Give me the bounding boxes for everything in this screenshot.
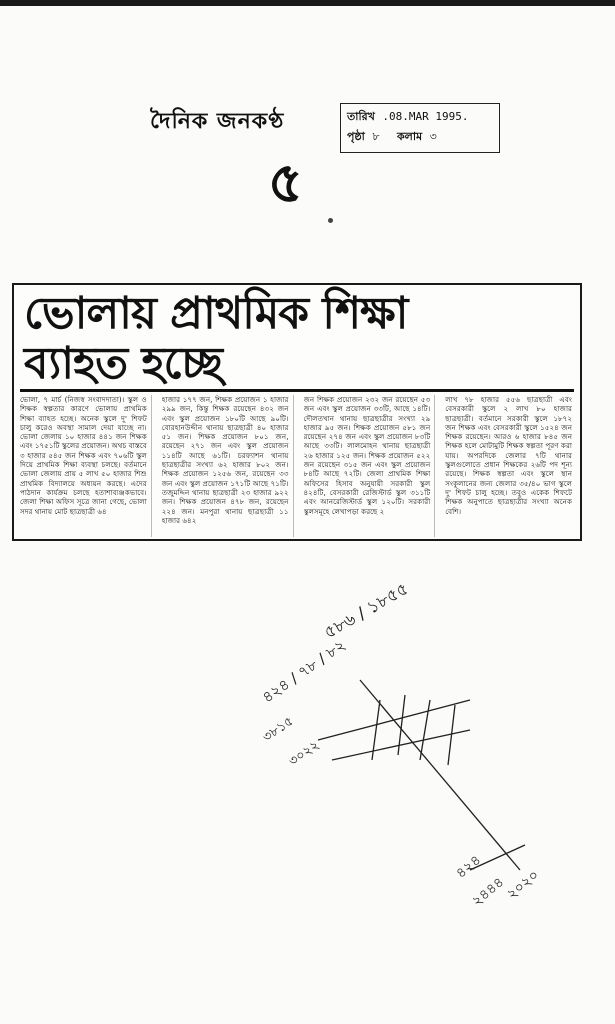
handwritten-note: ২৪৪৪ <box>469 874 508 910</box>
stamp-column-label: কলাম <box>396 130 423 143</box>
stamp-page-label: পৃষ্ঠা <box>347 130 365 143</box>
handwritten-note: ৫৮৬ / ১৮৫৫ <box>320 579 412 644</box>
stamp-date-value: .08.MAR 1995. <box>382 110 469 123</box>
stamp-column-value: ৩ <box>429 130 437 143</box>
headline-line-2: ব্যাহত হচ্ছে <box>24 338 222 389</box>
stamp-date-label: তারিখ <box>347 110 375 123</box>
scrawl-line <box>420 700 430 760</box>
article-column: লাখ ৭৮ হাজার ৫৫৬ ছাত্রছাত্রী এবং বেসরকারী স্কুলে ২ লাখ ৮০ হাজার ছাত্রছাত্রী। বর্তমানে সরকারী স্কুলে ১৮৭২ জন শিক্ষক এবং বেসরকারী স্কুলে ১৫২৪ জন শিক্ষক রয়েছেন। আরও ৬ হাজার ৮৪৫ জন শিক্ষক হলে মোটামুটি শিক্ষক স্বল্পতা পূরণ করা যায়। অপরদিকে জেলার ৭টি থানার স্কুলগুলোতে প্রধান শিক্ষকের ২৬টি পদ শূন্য রয়েছে। শিক্ষক স্বল্পতা এবং স্কুলে স্থান সংকুলানের জন্য জেলার ৩৫/৪০ ভাগ স্কুলে দু' শিফট চালু হচ্ছে। তবুও একেক শিফটে শিক্ষক অনুপাতে ছাত্রছাত্রীর সংখ্যা অনেক বেশি। <box>445 395 572 516</box>
stamp-page-value: ৮ <box>372 130 380 143</box>
article-column: জন শিক্ষক প্রয়োজন ২৩২ জন রয়েছেন ৫৩ জন এবং স্কুল প্রয়োজন ৩৩টি, আছে ১৪টি। দৌলতখান থানায় ছাত্রছাত্রীর সংখ্যা ২৯ হাজার ৯৫ জন। শিক্ষক প্রয়োজন ৫৮১ জন রয়েছেন ২৭৪ জন এবং স্কুল প্রয়োজন ৮৩টি আছে ৩৩টি। লালমোহন থানায় ছাত্রছাত্রী ২৬ হাজার ১২৫ জন। শিক্ষক প্রয়োজন ৫২২ জন রয়েছেন ৩১৫ জন এবং স্কুল প্রয়োজন ৮৪টি আছে ৭২টি। জেলা প্রাথমিক শিক্ষা অফিসের হিসাব অনুযায়ী সরকারী স্কুল ৪২৪টি, বেসরকারী রেজিস্টার্ড স্কুল ৩১১টি এবং আনরেজিস্টার্ড স্কুল ১২০টি। সরকারী স্কুলসমূহে লেখাপড়া করছে ২ <box>304 395 436 537</box>
handwritten-note: ৩৮১৫ <box>260 713 297 746</box>
headline-line-1: ভোলায় প্রাথমিক শিক্ষা <box>24 288 408 339</box>
newspaper-masthead: দৈনিক জনকণ্ঠ <box>150 109 285 134</box>
handwritten-note: ২০২০ <box>504 867 543 903</box>
handwritten-note: ৪২৪ / ৭৮ / ৮২ <box>258 635 349 707</box>
scrawl-line <box>398 695 405 755</box>
handwritten-note: ৪২৪ <box>453 852 485 882</box>
article-column: হাজার ১৭৭ জন, শিক্ষক প্রয়োজন ১ হাজার ২৯৯ জন, কিন্তু শিক্ষক রয়েছেন ৪৩২ জন এবং স্কুল প্রয়োজন ১৮০টি আছে ৯০টি। বোরহানউদ্দীন থানায় ছাত্রছাত্রী ৪০ হাজার ৫১ জন। শিক্ষক প্রয়োজন ৮০১ জন, রয়েছেন ২৭১ জন এবং স্কুল প্রয়োজন ১১৪টি আছে ৬১টি। চরফ্যাশন থানায় ছাত্রছাত্রীর সংখ্যা ৬২ হাজার ৮০২ জন। শিক্ষক প্রয়োজন ১২৫৬ জন, রয়েছেন ৩৩ জন এবং স্কুল প্রয়োজন ১৭১টি আছে ৭১টি। তজুমদ্দিন থানায় ছাত্রছাত্রী ২৩ হাজার ৯২২ জন। শিক্ষক প্রয়োজন ৪৭৮ জন, রয়েছেন ২২৪ জন। মনপুরা থানায় ছাত্রছাত্রী ১১ হাজার ৬৪২ <box>162 395 294 537</box>
handwritten-note: ৩০২২ <box>286 737 323 770</box>
page-number-mark: ৫ <box>263 148 309 219</box>
article-column: ভোলা, ৭ মার্চ (নিজস্ব সংবাদদাতা)। স্কুল ও শিক্ষক স্বল্পতার কারণে ভোলায় প্রাথমিক শিক্ষা ব্যাহত হচ্ছে। অনেক স্কুলে দু' শিফট চালু করেও অবস্থা সামাল দেয়া যাচ্ছে না। ভোলা জেলায় ১০ হাজার ৪৪১ জন শিক্ষক এবং ১৭৫১টি স্কুলের প্রয়োজন। অথচ বাস্তবে ৩ হাজার ৫৪৫ জন শিক্ষক এবং ৭০৬টি স্কুল দিয়ে প্রাথমিক শিক্ষা ব্যবস্থা চলছে। বর্তমানে ভোলা জেলায় প্রায় ৫ লাখ ৫০ হাজার শিশু প্রাথমিক বিদ্যালয়ে অধ্যয়ন করছে। এদের পাঠদান কার্যক্রম চলছে হতাশাব্যঞ্জকভাবে। জেলা শিক্ষা অফিস সূত্রে জানা গেছে, ভোলা সদর থানায় মোট ছাত্রছাত্রী ৬৪ <box>20 395 152 537</box>
